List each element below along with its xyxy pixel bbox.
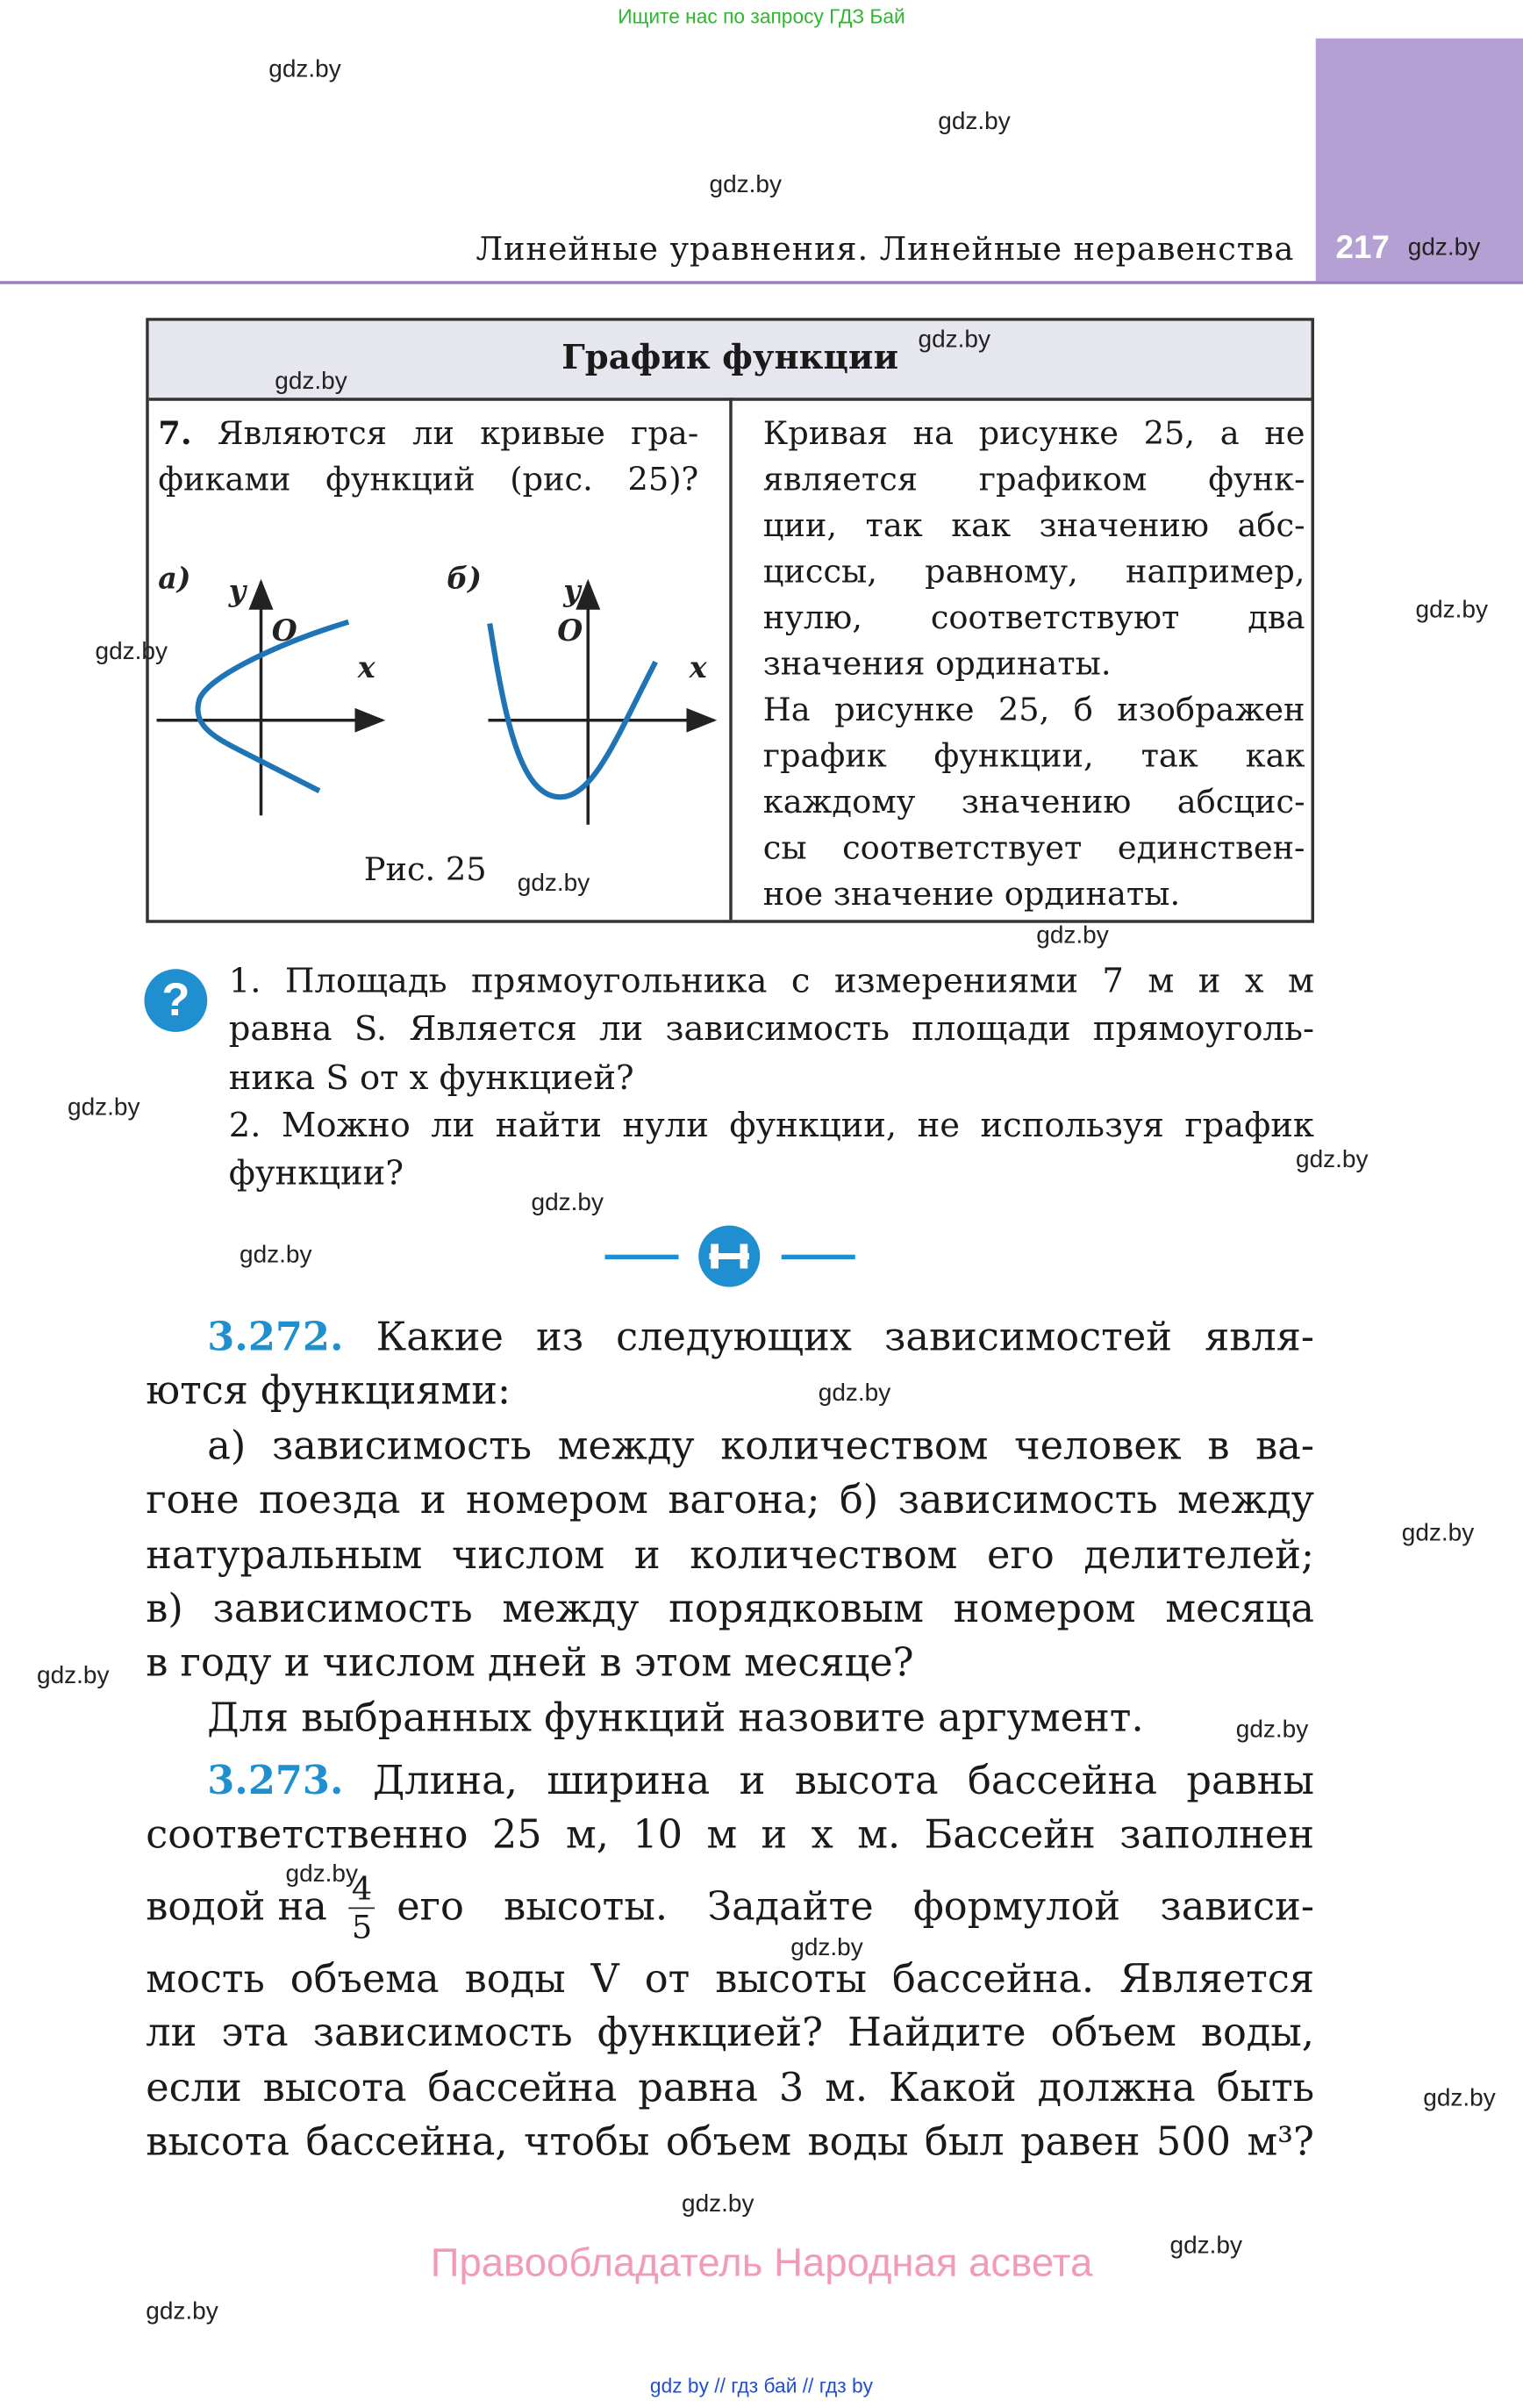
origin-b: O xyxy=(557,613,583,648)
label-a: а) xyxy=(158,561,191,596)
watermark: gdz.by xyxy=(95,639,168,665)
watermark: gdz.by xyxy=(37,1663,110,1689)
exercise-line: высота бассейна, чтобы объем воды был равен 500 м³? xyxy=(146,2119,1314,2166)
question-number: 7. xyxy=(158,412,192,452)
exercise-line: водой на xyxy=(146,1884,327,1931)
watermark: gdz.by xyxy=(1169,2232,1242,2260)
origin-a: O xyxy=(271,613,297,648)
exercise-line: ются функциями: xyxy=(146,1368,511,1415)
exercise-line: Какие из следующих зависимостей явля- xyxy=(375,1315,1314,1361)
curve-b xyxy=(490,624,655,798)
watermark: gdz.by xyxy=(682,2191,754,2218)
exercise-line: в) зависимость между порядковым номером месяца xyxy=(146,1586,1314,1633)
answer-line: сы соответствует единствен- xyxy=(762,829,1305,866)
question-line: 2. Можно ли найти нули функции, не используя график xyxy=(228,1107,1314,1146)
watermark: gdz.by xyxy=(285,1861,358,1888)
figure-caption: Рис. 25 xyxy=(363,850,487,888)
watermark: gdz.by xyxy=(1036,922,1109,950)
dumbbell-icon xyxy=(698,1226,760,1287)
exercise-line: его высоты. Задайте формулой зависи- xyxy=(397,1884,1314,1931)
x-label-b: x xyxy=(689,649,707,684)
watermark: gdz.by xyxy=(268,56,341,83)
exercise-3-272 xyxy=(146,1312,1314,1747)
y-label-a: y xyxy=(228,573,247,608)
exercise-line: мость объема воды V от высоты бассейна. Является xyxy=(146,1956,1314,2003)
watermark: gdz.by xyxy=(240,1242,312,1269)
review-questions xyxy=(229,958,1314,1199)
function-graph-table xyxy=(146,318,1314,923)
answer-line: каждому значению абсцис- xyxy=(762,783,1305,821)
question-7 xyxy=(158,410,698,502)
watermark: gdz.by xyxy=(1423,2085,1496,2112)
label-b: б) xyxy=(447,561,482,596)
exercise-line: если высота бассейна равна 3 м. Какой должна быть xyxy=(146,2065,1314,2111)
exercise-line: а) зависимость между количеством человек в ва- xyxy=(207,1423,1314,1470)
watermark: gdz.by xyxy=(68,1094,140,1122)
answer-line: является графиком функ- xyxy=(762,461,1305,498)
answer-line: На рисунке 25, б изображен xyxy=(762,691,1305,728)
fraction-numerator: 4 xyxy=(348,1871,375,1910)
watermark: gdz.by xyxy=(938,109,1011,135)
answer-line: ции, так как значению абс- xyxy=(762,506,1305,544)
chapter-title: Линейные уравнения. Линейные неравенства xyxy=(475,230,1295,268)
exercise-line: Длина, ширина и высота бассейна равны xyxy=(372,1758,1314,1805)
watermark: gdz.by xyxy=(1415,597,1488,624)
exercise-number: 3.273. xyxy=(207,1758,344,1805)
exercise-line: соответственно 25 м, 10 м и x м. Бассейн заполнен xyxy=(146,1812,1314,1860)
copyright-footer: Правообладатель Народная асвета xyxy=(430,2239,1093,2285)
bottom-links[interactable]: gdz by // гдз бай // гдз by xyxy=(649,2374,874,2397)
watermark: gdz.by xyxy=(790,1935,863,1961)
exercise-line: натуральным числом и количеством его делителей; xyxy=(146,1531,1314,1579)
watermark: gdz.by xyxy=(918,326,990,354)
answer-line: ное значение ординаты. xyxy=(762,875,1181,913)
exercise-line: в году и числом дней в этом месяце? xyxy=(146,1640,914,1688)
question-line: фиками функций (рис. 25)? xyxy=(158,461,699,498)
question-line: ника S от x функцией? xyxy=(228,1058,634,1098)
answer-line: нулю, соответствуют два xyxy=(762,598,1305,636)
question-line: 1. Площадь прямоугольника с измерениями 7 м и x м xyxy=(228,963,1314,1001)
table-heading: График функции xyxy=(149,321,1312,401)
answer-line: график функции, так как xyxy=(762,737,1305,774)
watermark: gdz.by xyxy=(709,172,782,198)
exercise-3-273 xyxy=(146,1755,1314,2170)
exercise-line: ли эта зависимость функцией? Найдите объем воды, xyxy=(146,2010,1314,2057)
answer-line: циссы, равному, например, xyxy=(762,553,1305,590)
page-number: 217 xyxy=(1335,230,1390,266)
answer-line: значения ординаты. xyxy=(762,645,1112,682)
exercise-number: 3.272. xyxy=(207,1315,344,1361)
top-banner[interactable]: Ищите нас по запросу ГДЗ Бай xyxy=(618,4,905,28)
question-icon: ? xyxy=(145,969,208,1032)
exercise-line: гоне поезда и номером вагона; б) зависимость между xyxy=(146,1477,1314,1524)
watermark: gdz.by xyxy=(1235,1716,1309,1744)
watermark: gdz.by xyxy=(1296,1147,1369,1173)
question-line: функции? xyxy=(228,1155,404,1194)
question-line: равна S. Является ли зависимость площади прямоуголь- xyxy=(228,1011,1314,1050)
watermark: gdz.by xyxy=(517,871,590,897)
exercise-line: Для выбранных функций назовите аргумент. xyxy=(207,1695,1144,1742)
curve-a xyxy=(198,622,349,792)
fraction-denominator: 5 xyxy=(351,1909,373,1946)
divider-left xyxy=(605,1255,679,1259)
watermark: gdz.by xyxy=(1407,234,1481,262)
watermark: gdz.by xyxy=(146,2298,218,2326)
divider-right xyxy=(782,1255,855,1259)
watermark: gdz.by xyxy=(531,1190,604,1216)
y-label-b: y xyxy=(563,573,581,608)
watermark: gdz.by xyxy=(275,369,347,395)
watermark: gdz.by xyxy=(1401,1520,1475,1547)
answer-line: Кривая на рисунке 25, а не xyxy=(762,414,1305,452)
table-divider xyxy=(729,398,733,920)
x-label-a: x xyxy=(357,649,375,684)
answer-text xyxy=(763,410,1305,917)
watermark: gdz.by xyxy=(818,1380,891,1407)
header-divider xyxy=(0,281,1523,284)
question-line: Являются ли кривые гра- xyxy=(217,414,699,452)
